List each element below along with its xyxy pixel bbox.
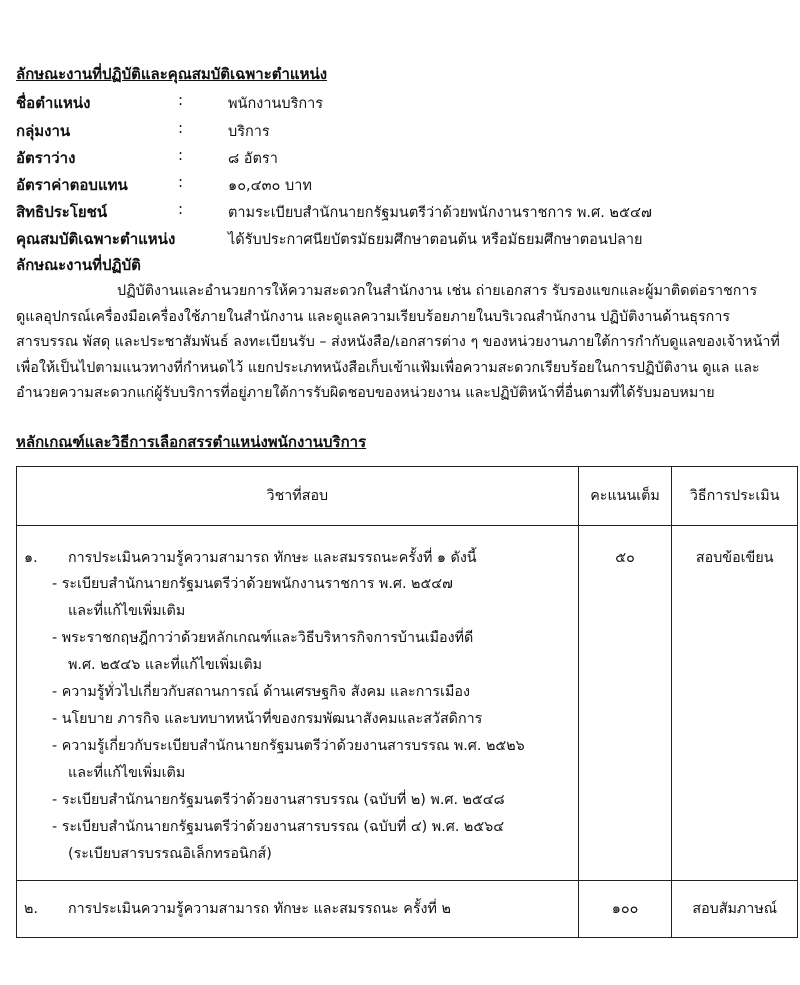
field-colon: :: [178, 200, 184, 218]
list-item: - ความรู้เกี่ยวกับระเบียบสำนักนายกรัฐมนตรีว่าด้วยงานสารบรรณ พ.ศ. ๒๕๒๖: [52, 738, 525, 754]
duties-heading: ลักษณะงานที่ปฏิบัติ: [16, 256, 141, 274]
subject-cell: [17, 526, 579, 881]
section-heading-selection-criteria: หลักเกณฑ์และวิธีการเลือกสรรตำแหน่งพนักงานบริการ: [16, 433, 367, 451]
field-value-group: บริการ: [228, 124, 270, 140]
field-value-benefits: ตามระเบียบสำนักนายกรัฐมนตรีว่าด้วยพนักงานราชการ พ.ศ. ๒๕๔๗: [228, 205, 652, 221]
field-colon: :: [178, 146, 184, 164]
field-value-position: พนักงานบริการ: [228, 96, 324, 112]
field-label-salary: อัตราค่าตอบแทน: [16, 176, 128, 194]
method-cell: สอบสัมภาษณ์: [672, 881, 798, 938]
table-header-row: [17, 467, 798, 526]
subitem-list: [52, 571, 577, 868]
list-item-continuation: (ระเบียบสารบรรณอิเล็กทรอนิกส์): [68, 846, 272, 862]
field-colon: :: [178, 91, 184, 109]
item-number: ๒.: [24, 901, 38, 917]
score-value: ๕๐: [615, 550, 635, 566]
field-value-vacancies: ๘ อัตรา: [228, 151, 278, 167]
item-title: การประเมินความรู้ความสามารถ ทักษะ และสมรรถนะครั้งที่ ๑ ดังนี้: [68, 550, 477, 566]
field-label-group: กลุ่มงาน: [16, 122, 71, 140]
header-method: วิธีการประเมิน: [672, 467, 798, 526]
header-full-score: คะแนนเต็ม: [578, 467, 672, 526]
field-label-benefits: สิทธิประโยชน์: [16, 203, 108, 221]
list-item: - พระราชกฤษฎีกาว่าด้วยหลักเกณฑ์และวิธีบริหารกิจการบ้านเมืองที่ดี: [52, 630, 474, 646]
field-value-qualification: ได้รับประกาศนียบัตรมัธยมศึกษาตอนต้น หรือมัธยมศึกษาตอนปลาย: [228, 232, 643, 248]
method-cell: [672, 526, 798, 881]
duties-line: เพื่อให้เป็นไปตามแนวทางที่กำหนดไว้ แยกประเภทหนังสือเก็บเข้าแฟ้มเพื่อความสะดวกเรียบร้อยในการปฏิบัติงาน ดูแล และ: [16, 359, 760, 376]
table-row: [17, 881, 798, 938]
score-cell: [578, 526, 672, 881]
list-item: - ระเบียบสำนักนายกรัฐมนตรีว่าด้วยงานสารบรรณ (ฉบับที่ ๔) พ.ศ. ๒๕๖๔: [52, 819, 505, 835]
list-item-continuation: และที่แก้ไขเพิ่มเติม: [68, 603, 186, 619]
field-label-position: ชื่อตำแหน่ง: [16, 94, 91, 112]
duties-paragraph: [16, 279, 796, 407]
item-number: ๑.: [24, 550, 38, 566]
field-label-vacancies: อัตราว่าง: [16, 149, 76, 167]
selection-criteria-table: [16, 466, 798, 938]
list-item-continuation: และที่แก้ไขเพิ่มเติม: [68, 765, 186, 781]
section-heading-duties-qualifications: ลักษณะงานที่ปฏิบัติและคุณสมบัติเฉพาะตำแหน่ง: [16, 65, 328, 83]
item-title: การประเมินความรู้ความสามารถ ทักษะ และสมรรถนะ ครั้งที่ ๒: [68, 901, 451, 917]
list-item-continuation: พ.ศ. ๒๕๔๖ และที่แก้ไขเพิ่มเติม: [68, 657, 263, 673]
field-value-salary: ๑๐,๔๓๐ บาท: [228, 178, 312, 194]
duties-line: ปฏิบัติงานและอำนวยการให้ความสะดวกในสำนักงาน เช่น ถ่ายเอกสาร รับรองแขกและผู้มาติดต่อราชการ: [117, 283, 758, 299]
field-colon: :: [178, 119, 184, 137]
score-cell: ๑๐๐: [578, 881, 672, 938]
field-label-qualification: คุณสมบัติเฉพาะตำแหน่ง: [16, 230, 176, 248]
list-item: - ระเบียบสำนักนายกรัฐมนตรีว่าด้วยงานสารบรรณ (ฉบับที่ ๒) พ.ศ. ๒๕๔๘: [52, 792, 505, 808]
table-row: [17, 526, 798, 881]
list-item: - ระเบียบสำนักนายกรัฐมนตรีว่าด้วยพนักงานราชการ พ.ศ. ๒๕๔๗: [52, 576, 453, 592]
duties-line: ดูแลอุปกรณ์เครื่องมือเครื่องใช้ภายในสำนักงาน และดูแลความเรียบร้อยภายในบริเวณสำนักงาน ปฏิบัติงานด้านธุรการ: [16, 308, 731, 325]
subject-cell: [17, 881, 579, 938]
field-colon: :: [178, 173, 184, 191]
method-value: สอบข้อเขียน: [695, 550, 774, 566]
duties-line: สารบรรณ พัสดุ และประชาสัมพันธ์ ลงทะเบียนรับ – ส่งหนังสือ/เอกสารต่าง ๆ ของหน่วยงานภายใต้การกำกับดูแลของเจ้าหน้าที่: [16, 334, 780, 350]
duties-line: อำนวยความสะดวกแก่ผู้รับบริการที่อยู่ภายใต้การรับผิดชอบของหน่วยงาน และปฏิบัติหน้าที่อื่นตามที่ได้รับมอบหมาย: [16, 385, 715, 401]
list-item: - ความรู้ทั่วไปเกี่ยวกับสถานการณ์ ด้านเศรษฐกิจ สังคม และการเมือง: [52, 684, 470, 700]
list-item: - นโยบาย ภารกิจ และบทบาทหน้าที่ของกรมพัฒนาสังคมและสวัสดิการ: [52, 711, 483, 727]
header-subject: วิชาที่สอบ: [17, 467, 579, 526]
